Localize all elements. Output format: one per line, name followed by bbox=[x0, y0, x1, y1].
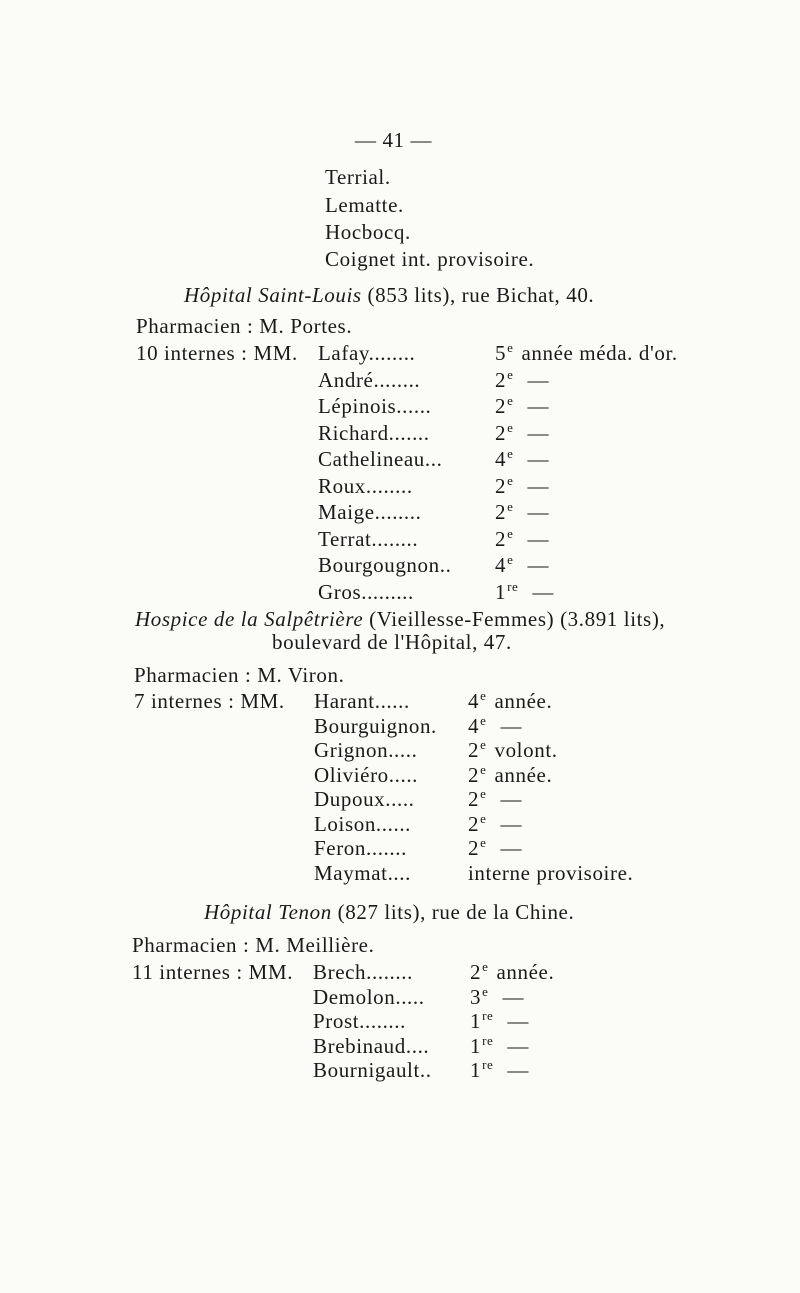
interne-year bbox=[468, 835, 523, 860]
interne-year bbox=[495, 525, 550, 551]
interne-year bbox=[468, 860, 634, 885]
interne-name: Terrat........ bbox=[318, 526, 419, 551]
interne-year bbox=[495, 393, 550, 418]
ordinal-suffix: re bbox=[482, 1008, 494, 1023]
year-number: 2 bbox=[468, 836, 480, 860]
hospital-address: boulevard de l'Hôpital, 47. bbox=[272, 630, 512, 654]
year-text: — bbox=[507, 1033, 530, 1058]
year-number: 2 bbox=[495, 367, 507, 392]
interne-name: Bournigault.. bbox=[313, 1058, 432, 1082]
interne-year bbox=[468, 688, 553, 713]
year-number: 2 bbox=[468, 811, 480, 836]
ordinal-suffix: e bbox=[507, 499, 514, 514]
internes-label: 10 internes : MM. bbox=[136, 341, 298, 365]
ordinal-suffix: e bbox=[480, 737, 487, 752]
hospital-details: (853 lits), rue Bichat, 40. bbox=[367, 283, 595, 307]
interne-name: Loison...... bbox=[314, 811, 412, 836]
year-number: 2 bbox=[470, 960, 482, 984]
year-text: — bbox=[527, 367, 550, 392]
hospital-name: Hôpital Tenon bbox=[204, 900, 332, 924]
ordinal-suffix: e bbox=[507, 393, 514, 408]
year-text: année. bbox=[494, 762, 553, 787]
year-number: 4 bbox=[468, 689, 480, 713]
section-heading-tenon bbox=[204, 902, 574, 923]
section-heading-salpetriere bbox=[135, 609, 665, 630]
interne-year bbox=[495, 552, 550, 577]
ordinal-suffix: e bbox=[480, 810, 487, 826]
interne-year bbox=[468, 786, 523, 811]
year-text: année. bbox=[494, 689, 553, 713]
year-number: 2 bbox=[468, 738, 480, 762]
year-text: — bbox=[527, 526, 550, 551]
interne-name: Grignon..... bbox=[314, 738, 418, 762]
year-text: — bbox=[500, 811, 523, 836]
ordinal-suffix: e bbox=[507, 446, 514, 461]
interne-year bbox=[495, 446, 550, 471]
hospital-name: Hôpital Saint-Louis bbox=[184, 283, 362, 307]
ordinal-suffix: e bbox=[507, 419, 514, 435]
interne-year bbox=[495, 340, 678, 365]
interne-name: Richard....... bbox=[318, 420, 430, 445]
year-number: 4 bbox=[495, 553, 507, 577]
year-text: année méda. d'or. bbox=[521, 341, 678, 365]
pharmacien-line: Pharmacien : M. Portes. bbox=[136, 314, 353, 338]
list-item: Coignet int. provisoire. bbox=[325, 247, 535, 271]
list-item: Terrial. bbox=[325, 165, 391, 189]
year-text: — bbox=[507, 1058, 530, 1082]
interne-year bbox=[468, 712, 523, 738]
interne-year bbox=[470, 983, 525, 1009]
interne-year bbox=[468, 737, 558, 762]
interne-name: Dupoux..... bbox=[314, 787, 415, 811]
interne-name: Bourgougnon.. bbox=[318, 553, 452, 577]
ordinal-suffix: e bbox=[480, 761, 487, 777]
page-number: — 41 — bbox=[355, 128, 433, 152]
interne-year bbox=[495, 419, 550, 445]
ordinal-suffix: re bbox=[482, 1032, 494, 1048]
interne-name: Gros......... bbox=[318, 579, 414, 604]
year-number: 4 bbox=[468, 713, 480, 738]
ordinal-suffix: e bbox=[507, 552, 514, 567]
year-number: 2 bbox=[495, 500, 507, 524]
interne-name: Oliviéro..... bbox=[314, 762, 419, 787]
ordinal-suffix: re bbox=[507, 578, 519, 594]
interne-name: Roux........ bbox=[318, 473, 413, 498]
ordinal-suffix: re bbox=[482, 1057, 494, 1072]
interne-year bbox=[470, 1032, 530, 1058]
year-text: — bbox=[507, 1009, 530, 1033]
year-text: — bbox=[527, 447, 550, 471]
year-number: 3 bbox=[470, 984, 482, 1009]
interne-year bbox=[470, 959, 555, 984]
year-text: — bbox=[502, 984, 525, 1009]
year-number: interne provisoire. bbox=[468, 860, 634, 885]
interne-year bbox=[495, 472, 550, 498]
ordinal-suffix: e bbox=[507, 472, 514, 488]
ordinal-suffix: e bbox=[480, 786, 487, 801]
year-text: — bbox=[527, 473, 550, 498]
year-text: — bbox=[527, 500, 550, 524]
interne-year bbox=[495, 366, 550, 392]
year-number: 2 bbox=[495, 420, 507, 445]
interne-name: Feron....... bbox=[314, 836, 407, 860]
year-number: 2 bbox=[495, 526, 507, 551]
interne-name: Maymat.... bbox=[314, 860, 411, 885]
ordinal-suffix: e bbox=[507, 366, 514, 382]
interne-year bbox=[495, 499, 550, 524]
ordinal-suffix: e bbox=[480, 688, 487, 703]
year-number: 1 bbox=[470, 1058, 482, 1082]
year-text: volont. bbox=[494, 738, 558, 762]
pharmacien-line: Pharmacien : M. Viron. bbox=[134, 663, 345, 687]
year-text: — bbox=[500, 836, 523, 860]
year-text: — bbox=[500, 787, 523, 811]
year-number: 1 bbox=[470, 1033, 482, 1058]
year-text: — bbox=[532, 579, 555, 604]
year-text: — bbox=[500, 713, 523, 738]
pharmacien-line: Pharmacien : M. Meillière. bbox=[132, 933, 375, 957]
interne-name: Cathelineau... bbox=[318, 447, 443, 471]
year-text: — bbox=[527, 553, 550, 577]
year-number: 2 bbox=[495, 473, 507, 498]
interne-name: Demolon..... bbox=[313, 984, 425, 1009]
internes-label: 7 internes : MM. bbox=[134, 689, 285, 713]
interne-name: Harant...... bbox=[314, 689, 410, 713]
hospital-name: Hospice de la Salpêtrière bbox=[135, 607, 364, 631]
ordinal-suffix: e bbox=[480, 835, 487, 850]
interne-year bbox=[468, 810, 523, 836]
interne-name: Lépinois...... bbox=[318, 394, 432, 418]
ordinal-suffix: e bbox=[480, 712, 487, 728]
interne-name: Brebinaud.... bbox=[313, 1033, 430, 1058]
year-text: année. bbox=[496, 960, 555, 984]
interne-year bbox=[468, 761, 553, 787]
year-number: 4 bbox=[495, 447, 507, 471]
year-text: — bbox=[527, 420, 550, 445]
year-number: 2 bbox=[468, 787, 480, 811]
hospital-details: (827 lits), rue de la Chine. bbox=[337, 900, 575, 924]
year-number: 1 bbox=[495, 579, 507, 604]
year-number: 5 bbox=[495, 341, 507, 365]
ordinal-suffix: e bbox=[507, 525, 514, 541]
hospital-details: (Vieillesse-Femmes) (3.891 lits), bbox=[369, 607, 666, 631]
interne-name: Maige........ bbox=[318, 500, 422, 524]
interne-year bbox=[470, 1057, 530, 1082]
section-heading-saint-louis bbox=[184, 285, 594, 306]
list-item: Lematte. bbox=[325, 193, 404, 217]
list-item: Hocbocq. bbox=[325, 220, 411, 244]
interne-name: André........ bbox=[318, 367, 421, 392]
year-number: 1 bbox=[470, 1009, 482, 1033]
ordinal-suffix: e bbox=[507, 340, 514, 355]
internes-label: 11 internes : MM. bbox=[132, 960, 294, 984]
year-number: 2 bbox=[468, 762, 480, 787]
interne-name: Brech........ bbox=[313, 960, 413, 984]
year-text: — bbox=[527, 394, 550, 418]
interne-year bbox=[470, 1008, 530, 1033]
interne-year bbox=[495, 578, 555, 604]
interne-name: Bourguignon. bbox=[314, 713, 437, 738]
ordinal-suffix: e bbox=[482, 983, 489, 999]
interne-name: Prost........ bbox=[313, 1009, 406, 1033]
ordinal-suffix: e bbox=[482, 959, 489, 974]
year-number: 2 bbox=[495, 394, 507, 418]
interne-name: Lafay........ bbox=[318, 341, 416, 365]
